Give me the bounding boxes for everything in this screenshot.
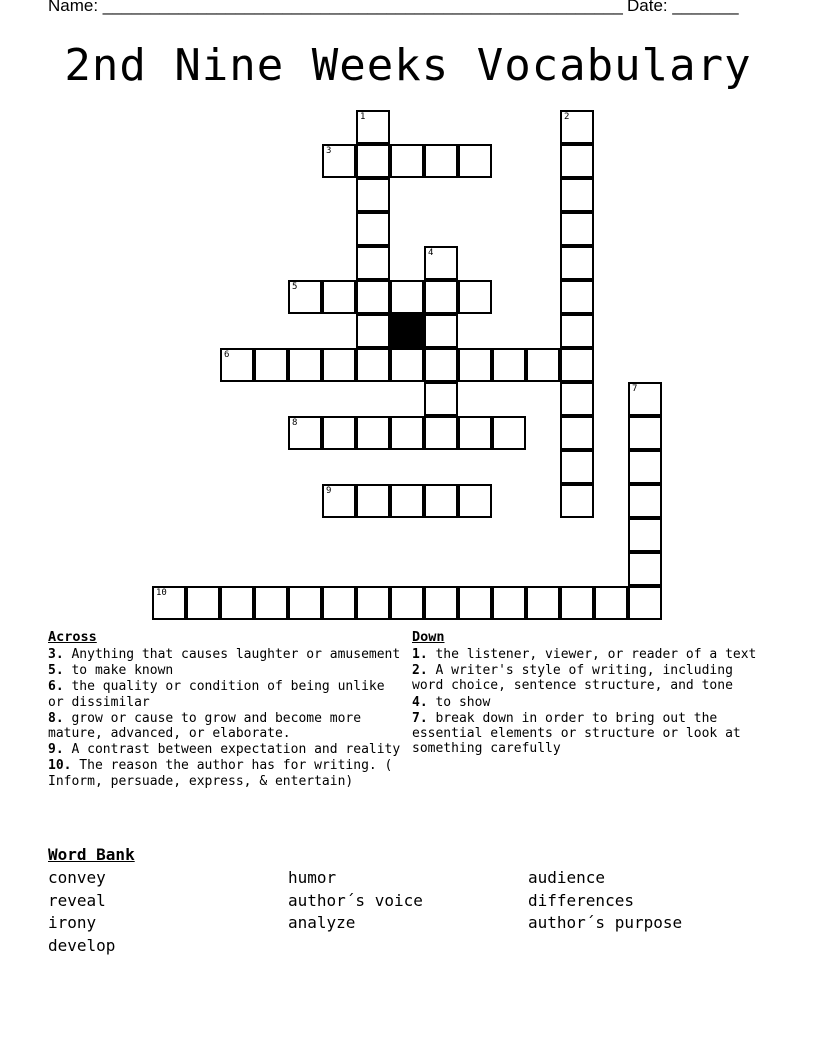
grid-cell[interactable] [322,586,356,620]
clue-number: 4 [428,248,434,258]
grid-cell[interactable] [186,586,220,620]
grid-cell[interactable] [628,552,662,586]
across-clues [48,629,408,790]
grid-cell[interactable] [356,280,390,314]
clue-number-label: 1. [412,647,428,662]
grid-cell[interactable] [288,586,322,620]
grid-cell[interactable] [594,586,628,620]
black-cell [390,314,424,348]
grid-cell[interactable] [560,450,594,484]
grid-cell[interactable] [628,518,662,552]
down-clue [412,711,772,757]
grid-cell[interactable] [424,144,458,178]
clue-text: the quality or condition of being unlike or dissimilar [48,679,385,710]
grid-cell[interactable] [628,450,662,484]
grid-cell[interactable] [458,348,492,382]
grid-cell[interactable] [560,586,594,620]
grid-cell[interactable] [288,416,322,450]
clue-number: 2 [564,112,570,122]
grid-cell[interactable] [254,348,288,382]
clue-number: 1 [360,112,366,122]
name-date-header [48,0,739,16]
word-bank-item: author´s voice [288,890,423,910]
across-clue [48,647,408,662]
grid-cell[interactable] [390,144,424,178]
clue-number: 8 [292,418,298,428]
across-clue [48,679,408,709]
word-bank-item: humor [288,868,337,887]
grid-cell[interactable] [560,280,594,314]
word-bank-item: author´s purpose [528,913,683,933]
clue-number: 5 [292,282,298,292]
grid-cell[interactable] [560,178,594,212]
grid-cell[interactable] [458,280,492,314]
name-field[interactable]: Name: _______________________________________________________ [48,0,623,15]
grid-cell[interactable] [560,212,594,246]
word-bank [48,845,768,958]
grid-cell[interactable] [560,382,594,416]
grid-cell[interactable] [526,348,560,382]
grid-cell[interactable] [356,144,390,178]
grid-cell[interactable] [424,348,458,382]
grid-cell[interactable] [560,144,594,178]
grid-cell[interactable] [288,280,322,314]
grid-cell[interactable] [424,246,458,280]
clue-number-label: 8. [48,710,64,726]
clue-text: The reason the author has for writing. ( Inform, persuade, express, & entertain) [48,758,393,789]
grid-cell[interactable] [356,348,390,382]
grid-cell[interactable] [254,586,288,620]
grid-cell[interactable] [560,348,594,382]
grid-cell[interactable] [356,110,390,144]
grid-cell[interactable] [492,416,526,450]
clue-text: Anything that causes laughter or amusement [63,647,401,662]
clue-number-label: 2. [412,663,428,679]
page-title: 2nd Nine Weeks Vocabulary [64,40,752,91]
grid-cell[interactable] [628,484,662,518]
grid-cell[interactable] [390,416,424,450]
grid-cell[interactable] [220,586,254,620]
grid-cell[interactable] [458,484,492,518]
clue-number-label: 10. [48,758,72,774]
clue-number: 7 [632,384,638,394]
grid-cell[interactable] [560,484,594,518]
grid-cell[interactable] [322,484,356,518]
grid-cell[interactable] [560,246,594,280]
grid-cell[interactable] [424,382,458,416]
grid-cell[interactable] [492,586,526,620]
grid-cell[interactable] [288,348,322,382]
word-bank-item: analyze [288,913,356,933]
grid-cell[interactable] [322,280,356,314]
grid-cell[interactable] [424,586,458,620]
across-clue [48,742,408,757]
grid-cell[interactable] [356,314,390,348]
down-clues [412,629,772,757]
clue-number: 9 [326,486,332,496]
grid-cell[interactable] [458,144,492,178]
word-bank-item: audience [528,868,606,887]
word-bank-item: differences [528,890,634,910]
clue-text: break down in order to bring out the essential elements or structure or look at something carefully [412,710,741,757]
clue-number-label: 5. [48,663,64,679]
clue-number-label: 4. [412,694,428,710]
grid-cell[interactable] [356,586,390,620]
grid-cell[interactable] [390,586,424,620]
grid-cell[interactable] [424,280,458,314]
grid-cell[interactable] [322,416,356,450]
clue-number: 3 [326,146,332,156]
grid-cell[interactable] [628,416,662,450]
grid-cell[interactable] [220,348,254,382]
down-clue [412,695,772,710]
clue-number-label: 6. [48,679,64,695]
grid-cell[interactable] [322,144,356,178]
grid-cell[interactable] [322,348,356,382]
grid-cell[interactable] [356,246,390,280]
down-heading: Down [412,629,445,645]
down-clue [412,663,772,693]
clue-number-label: 3. [48,647,64,662]
clue-text: A writer's style of writing, including word choice, sentence structure, and tone [412,663,733,694]
across-clue [48,758,408,788]
clue-number: 6 [224,350,230,360]
grid-cell[interactable] [424,314,458,348]
clue-text: to make known [63,663,174,679]
grid-cell[interactable] [560,416,594,450]
word-bank-item: irony [48,913,97,933]
clue-text: A contrast between expectation and reality [63,742,401,758]
word-bank-item: reveal [48,890,106,910]
clue-number-label: 7. [412,710,428,726]
grid-cell[interactable] [356,178,390,212]
grid-cell[interactable] [560,110,594,144]
across-clue [48,711,408,741]
across-clue [48,663,408,678]
clue-text: to show [427,694,491,710]
grid-cell[interactable] [390,484,424,518]
grid-cell[interactable] [424,484,458,518]
grid-cell[interactable] [390,280,424,314]
word-bank-item: develop [48,936,116,956]
grid-cell[interactable] [628,586,662,620]
clue-text: the listener, viewer, or reader of a text [427,647,757,662]
grid-cell[interactable] [356,212,390,246]
clue-text: grow or cause to grow and become more mature, advanced, or elaborate. [48,710,362,742]
down-clue [412,647,772,662]
grid-cell[interactable] [356,416,390,450]
grid-cell[interactable] [424,416,458,450]
grid-cell[interactable] [492,348,526,382]
grid-cell[interactable] [560,314,594,348]
across-heading: Across [48,629,97,645]
grid-cell[interactable] [628,382,662,416]
grid-cell[interactable] [152,586,186,620]
grid-cell[interactable] [356,484,390,518]
word-bank-item: convey [48,868,106,887]
grid-cell[interactable] [390,348,424,382]
clue-number: 10 [156,588,167,598]
grid-cell[interactable] [526,586,560,620]
date-field[interactable]: Date: _______ [627,0,739,15]
clue-number-label: 9. [48,742,64,758]
word-bank-heading: Word Bank [48,845,135,864]
grid-cell[interactable] [458,586,492,620]
grid-cell[interactable] [458,416,492,450]
